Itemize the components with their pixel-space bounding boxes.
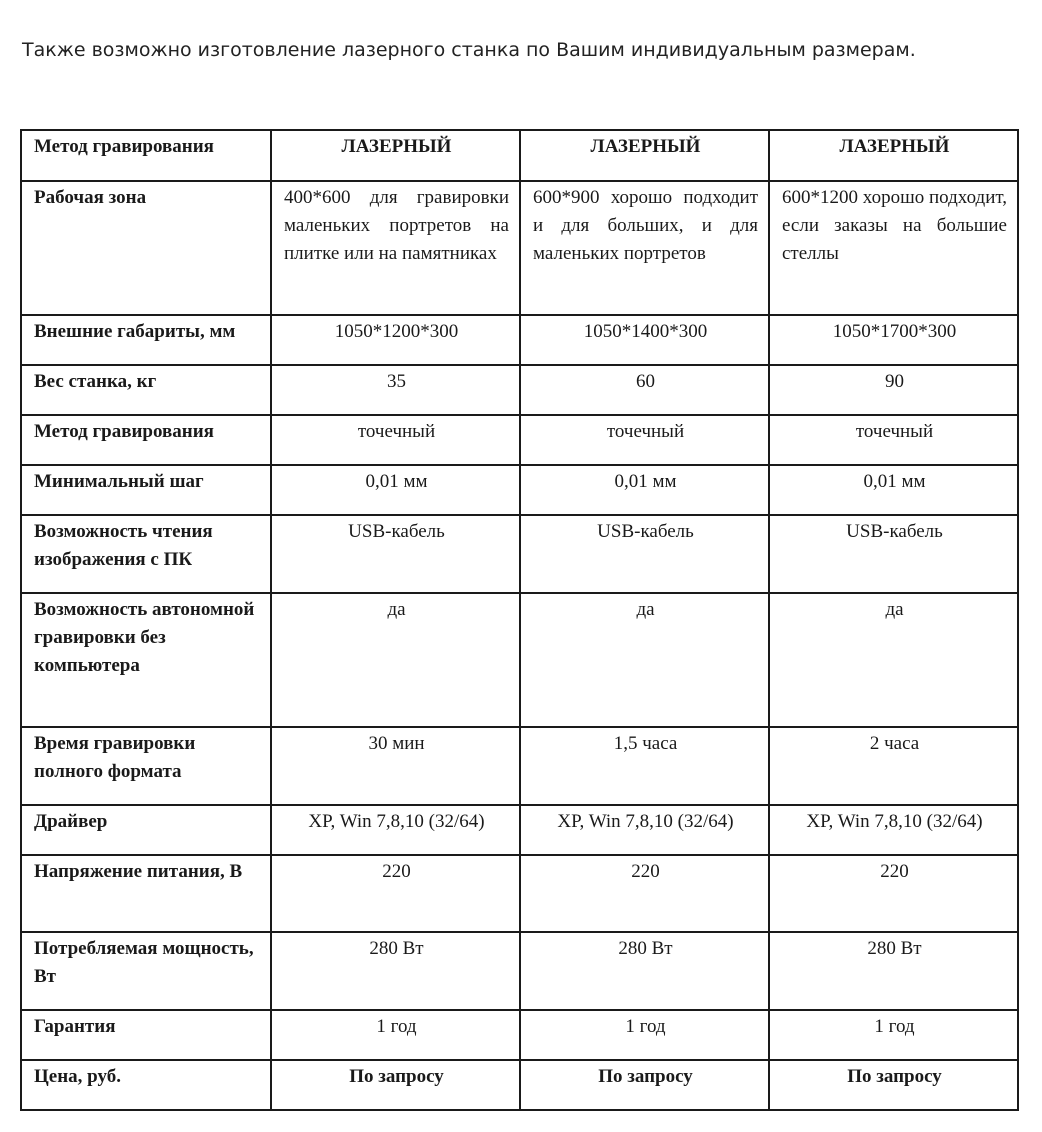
price-cell: По запросу <box>769 1060 1018 1110</box>
table-row-autonomous <box>21 593 1018 727</box>
row-value-cell: 1050*1400*300 <box>520 315 769 365</box>
header-model-3-cell: ЛАЗЕРНЫЙ <box>769 130 1018 181</box>
row-value-cell: да <box>769 593 1018 727</box>
row-value-cell: 400*600 для гравировки маленьких портретов на плитке или на памятниках <box>271 181 520 315</box>
row-value-cell: 2 часа <box>769 727 1018 805</box>
table-row-pc-reading <box>21 515 1018 593</box>
row-label-cell: Метод гравирования <box>21 415 271 465</box>
row-value-cell: 90 <box>769 365 1018 415</box>
row-value-cell: 0,01 мм <box>769 465 1018 515</box>
row-value-cell: 1 год <box>520 1010 769 1060</box>
row-value-cell: да <box>520 593 769 727</box>
row-value-cell: да <box>271 593 520 727</box>
row-value-cell: 30 мин <box>271 727 520 805</box>
row-value-cell: USB-кабель <box>520 515 769 593</box>
row-value-cell: 280 Вт <box>271 932 520 1010</box>
row-value-cell: 1 год <box>769 1010 1018 1060</box>
table-row-voltage <box>21 855 1018 932</box>
row-value-cell: USB-кабель <box>769 515 1018 593</box>
row-value-cell: 0,01 мм <box>271 465 520 515</box>
row-label-cell: Минимальный шаг <box>21 465 271 515</box>
row-value-cell: 0,01 мм <box>520 465 769 515</box>
row-value-cell: 220 <box>520 855 769 932</box>
row-label-cell: Цена, руб. <box>21 1060 271 1110</box>
row-label-cell: Возможность автономной гравировки без компьютера <box>21 593 271 727</box>
row-value-cell: USB-кабель <box>271 515 520 593</box>
table-row-min-step <box>21 465 1018 515</box>
laser-machine-spec-table <box>20 129 1019 1111</box>
row-label-cell: Время гравировки полного формата <box>21 727 271 805</box>
row-value-cell: XP, Win 7,8,10 (32/64) <box>769 805 1018 855</box>
row-label-cell: Гарантия <box>21 1010 271 1060</box>
row-label-cell: Возможность чтения изображения с ПК <box>21 515 271 593</box>
table-row-working-area <box>21 181 1018 315</box>
table-row-price <box>21 1060 1018 1110</box>
row-label-cell: Вес станка, кг <box>21 365 271 415</box>
price-cell: По запросу <box>520 1060 769 1110</box>
header-model-2-cell: ЛАЗЕРНЫЙ <box>520 130 769 181</box>
table-row-driver <box>21 805 1018 855</box>
row-label-cell: Потребляемая мощность, Вт <box>21 932 271 1010</box>
row-value-cell: 1,5 часа <box>520 727 769 805</box>
row-value-cell: 1050*1200*300 <box>271 315 520 365</box>
header-model-1-cell: ЛАЗЕРНЫЙ <box>271 130 520 181</box>
row-label-cell: Рабочая зона <box>21 181 271 315</box>
row-value-cell: 220 <box>271 855 520 932</box>
table-row-engraving-time <box>21 727 1018 805</box>
row-value-cell: 1 год <box>271 1010 520 1060</box>
row-value-cell: 35 <box>271 365 520 415</box>
row-value-cell: 1050*1700*300 <box>769 315 1018 365</box>
table-row-power <box>21 932 1018 1010</box>
row-label-cell: Напряжение питания, В <box>21 855 271 932</box>
row-value-cell: 600*900 хорошо подходит и для больших, и для маленьких портретов <box>520 181 769 315</box>
row-value-cell: точечный <box>271 415 520 465</box>
row-value-cell: 60 <box>520 365 769 415</box>
table-row-weight <box>21 365 1018 415</box>
row-value-cell: XP, Win 7,8,10 (32/64) <box>271 805 520 855</box>
header-label-cell: Метод гравирования <box>21 130 271 181</box>
intro-text: Также возможно изготовление лазерного станка по Вашим индивидуальным размерам. <box>22 39 916 61</box>
row-value-cell: XP, Win 7,8,10 (32/64) <box>520 805 769 855</box>
row-value-cell: 280 Вт <box>520 932 769 1010</box>
price-cell: По запросу <box>271 1060 520 1110</box>
table-row-engraving-method <box>21 415 1018 465</box>
row-value-cell: точечный <box>769 415 1018 465</box>
row-value-cell: 600*1200 хорошо подходит, если заказы на большие стеллы <box>769 181 1018 315</box>
row-value-cell: 280 Вт <box>769 932 1018 1010</box>
row-value-cell: 220 <box>769 855 1018 932</box>
table-row-dimensions <box>21 315 1018 365</box>
table-row-header <box>21 130 1018 181</box>
row-value-cell: точечный <box>520 415 769 465</box>
row-label-cell: Драйвер <box>21 805 271 855</box>
table-row-warranty <box>21 1010 1018 1060</box>
row-label-cell: Внешние габариты, мм <box>21 315 271 365</box>
